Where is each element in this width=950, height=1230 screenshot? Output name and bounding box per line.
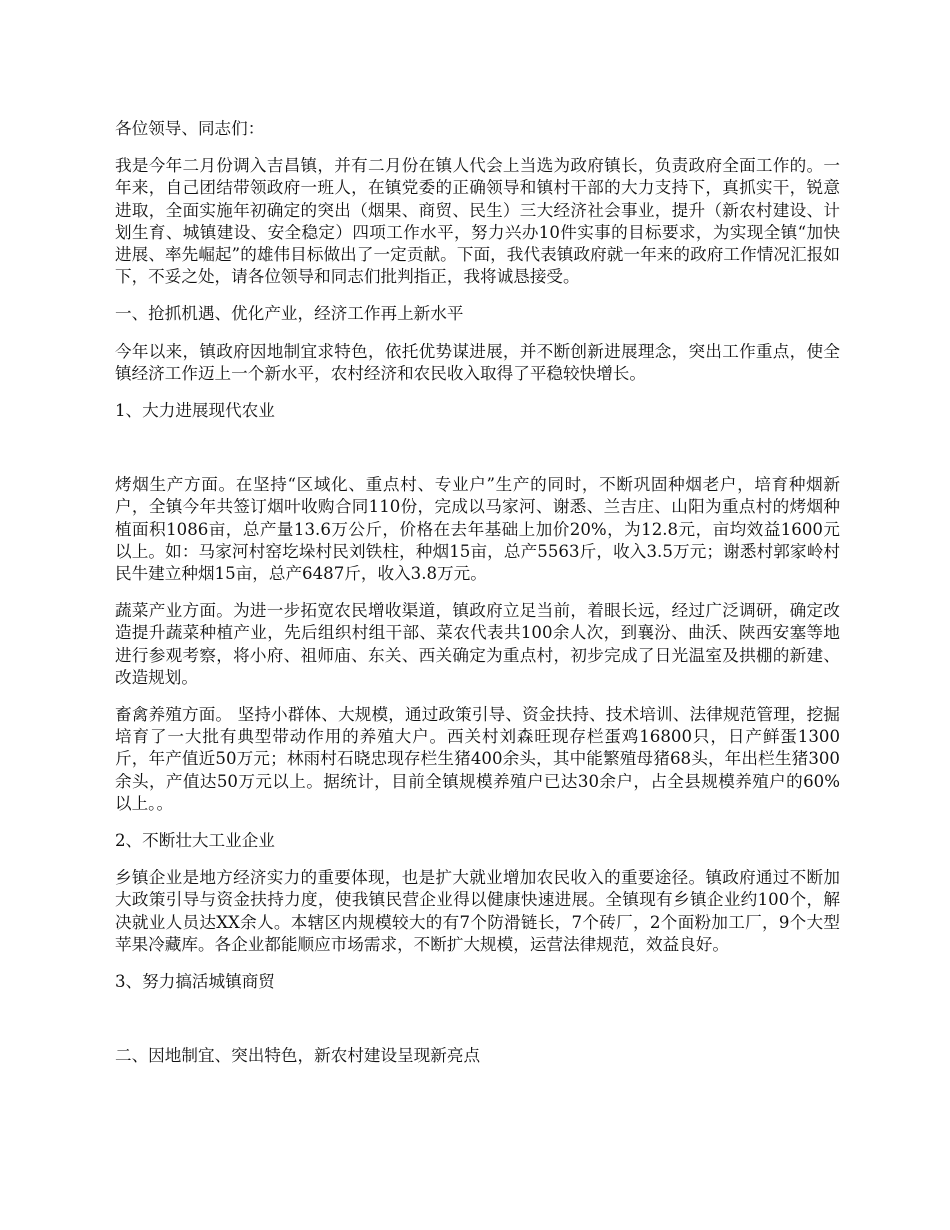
document-page bbox=[115, 118, 840, 1083]
livestock-paragraph: 畜禽养殖方面。 坚持小群体、大规模，通过政策引导、资金扶持、技术培训、法律规范管理，挖掘培育了一大批有典型带动作用的养殖大户。西关村刘森旺现存栏蛋鸡16800只，日产鲜蛋1300斤，年产值近50万元；林雨村石晓忠现存栏生猪400余头，其中能繁殖母猪68头，年出栏生猪300余头，产值达50万元以上。据统计，目前全镇规模养殖户已达30余户，占全县规模养殖户的60%以上。。 bbox=[115, 705, 840, 813]
subsection-3-title: 3、努力搞活城镇商贸 bbox=[115, 972, 275, 992]
section-1-intro: 今年以来，镇政府因地制宜求特色，依托优势谋进展，并不断创新进展理念，突出工作重点，使全镇经济工作迈上一个新水平，农村经济和农民收入取得了平稳较快增长。 bbox=[115, 341, 840, 383]
subsection-2-title: 2、不断壮大工业企业 bbox=[115, 831, 275, 851]
industry-paragraph: 乡镇企业是地方经济实力的重要体现，也是扩大就业增加农民收入的重要途径。镇政府通过不断加大政策引导与资金扶持力度，使我镇民营企业得以健康快速进展。全镇现有乡镇企业约100个，解决就业人员达XX余人。本辖区内规模较大的有7个防滑链长，7个砖厂，2个面粉加工厂，9个大型苹果冷藏库。各企业都能顺应市场需求，不断扩大规模，运营法律规范，效益良好。 bbox=[115, 868, 840, 954]
salutation: 各位领导、同志们： bbox=[115, 119, 265, 138]
vegetable-paragraph: 蔬菜产业方面。为进一步拓宽农民增收渠道，镇政府立足当前，着眼长远，经过广泛调研，确定改造提升蔬菜种植产业，先后组织村组干部、菜农代表共100余人次，到襄汾、曲沃、陕西安塞等地进行参观考察，将小府、祖师庙、东关、西关确定为重点村，初步完成了日光温室及拱棚的新建、改造规划。 bbox=[115, 601, 840, 687]
section-2-title: 二、因地制宜、突出特色，新农村建设呈现新亮点 bbox=[115, 1046, 481, 1066]
tobacco-paragraph: 烤烟生产方面。在坚持“区域化、重点村、专业户”生产的同时，不断巩固种烟老户，培育种烟新户，全镇今年共签订烟叶收购合同110份，完成以马家河、谢悉、兰吉庄、山阳为重点村的烤烟种植面积1086亩，总产量13.6万公斤，价格在去年基础上加价20%，为12.8元，亩均效益1600元以上。如：马家河村窑圪垛村民刘铁柱，种烟15亩，总产5563斤，收入3.5万元；谢悉村郭家岭村民牛建立种烟15亩，总产6487斤，收入3.8万元。 bbox=[115, 475, 840, 584]
blank-space bbox=[115, 1008, 840, 1045]
intro-paragraph: 我是今年二月份调入吉昌镇，并有二月份在镇人代会上当选为政府镇长，负责政府全面工作的。一年来，自己团结带领政府一班人，在镇党委的正确领导和镇村干部的大力支持下，真抓实干，锐意进取，全面实施年初确定的突出（烟果、商贸、民生）三大经济社会事业，提升（新农村建设、计划生育、城镇建设、安全稳定）四项工作水平，努力兴办10件实事的目标要求，为实现全镇“加快进展、率先崛起”的雄伟目标做出了一定贡献。下面，我代表镇政府就一年来的政府工作情况汇报如下，不妥之处，请各位领导和同志们批判指正，我将诚恳接受。 bbox=[115, 156, 840, 287]
section-1-title: 一、抢抓机遇、优化产业，经济工作再上新水平 bbox=[115, 304, 464, 324]
subsection-1-title: 1、大力进展现代农业 bbox=[115, 401, 275, 421]
blank-space bbox=[115, 437, 840, 474]
